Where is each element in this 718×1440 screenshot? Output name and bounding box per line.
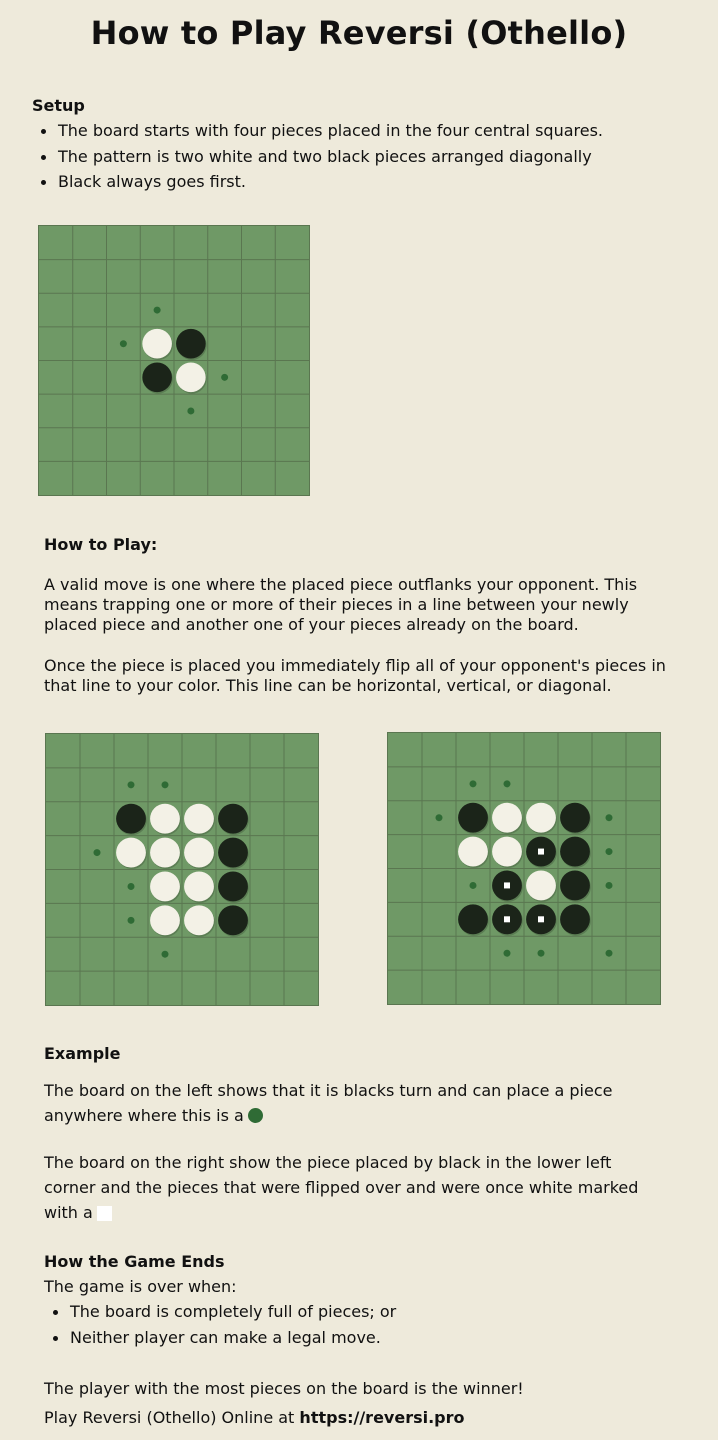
page-title: How to Play Reversi (Othello)	[90, 14, 628, 52]
left-example-board	[45, 733, 319, 1006]
valid-move-dot	[187, 407, 194, 414]
setup-heading: Setup	[32, 96, 85, 115]
setup-board-svg	[39, 226, 309, 495]
white-piece	[458, 837, 488, 867]
flipped-marker	[538, 916, 544, 922]
valid-move-dot	[606, 814, 613, 821]
valid-move-dot	[606, 848, 613, 855]
valid-move-dot	[504, 950, 511, 957]
white-piece	[142, 329, 172, 359]
white-piece	[184, 804, 214, 834]
game-ends-list	[44, 1299, 684, 1350]
black-piece	[218, 905, 248, 935]
black-piece	[560, 803, 590, 833]
valid-move-dot	[538, 950, 545, 957]
setup-list	[32, 118, 692, 195]
how-to-play-para1: A valid move is one where the placed piece outflanks your opponent. This means trapping one or more of their pieces in a line between your newly placed piece and another one of your pieces already on the board.	[44, 575, 638, 634]
setup-bullet: The pattern is two white and two black pieces arranged diagonally	[32, 144, 692, 170]
white-piece	[116, 838, 146, 868]
valid-move-dot-icon	[248, 1108, 263, 1123]
white-piece	[184, 838, 214, 868]
valid-move-dot	[470, 780, 477, 787]
example-para2	[44, 1150, 664, 1225]
play-online-line	[44, 1408, 465, 1428]
valid-move-dot	[606, 882, 613, 889]
white-piece	[150, 804, 180, 834]
game-ends-bullet: Neither player can make a legal move.	[44, 1325, 684, 1351]
game-ends-heading: How the Game Ends	[44, 1252, 225, 1271]
valid-move-dot	[470, 882, 477, 889]
white-piece	[184, 872, 214, 902]
white-piece	[150, 905, 180, 935]
black-piece	[458, 904, 488, 934]
valid-move-dot	[94, 849, 101, 856]
flipped-marker	[504, 882, 510, 888]
valid-move-dot	[504, 780, 511, 787]
right-example-board	[387, 732, 661, 1005]
example-heading: Example	[44, 1044, 121, 1063]
valid-move-dot	[120, 340, 127, 347]
valid-move-dot	[606, 950, 613, 957]
winner-text: The player with the most pieces on the board is the winner!	[44, 1379, 524, 1398]
black-piece	[560, 904, 590, 934]
black-piece	[142, 363, 172, 393]
flipped-marker	[538, 849, 544, 855]
setup-board	[38, 225, 310, 496]
white-piece	[526, 803, 556, 833]
white-piece	[150, 838, 180, 868]
example-para1	[44, 1078, 664, 1128]
how-to-play-heading: How to Play:	[44, 535, 158, 554]
white-piece	[526, 871, 556, 901]
play-online-prefix: Play Reversi (Othello) Online at	[44, 1408, 295, 1427]
game-ends-bullet: The board is completely full of pieces; or	[44, 1299, 684, 1325]
valid-move-dot	[436, 814, 443, 821]
black-piece	[116, 804, 146, 834]
white-piece	[176, 363, 206, 393]
white-piece	[150, 872, 180, 902]
valid-move-dot	[128, 917, 135, 924]
black-piece	[218, 838, 248, 868]
setup-bullet: Black always goes first.	[32, 169, 692, 195]
black-piece	[458, 803, 488, 833]
black-piece	[218, 872, 248, 902]
black-piece	[176, 329, 206, 359]
valid-move-dot	[128, 883, 135, 890]
valid-move-dot	[162, 781, 169, 788]
valid-move-dot	[162, 951, 169, 958]
right-board-svg	[388, 733, 660, 1004]
white-piece	[492, 837, 522, 867]
setup-bullet: The board starts with four pieces placed in the four central squares.	[32, 118, 692, 144]
example-para1-text: The board on the left shows that it is blacks turn and can place a piece anywhere where this is a	[44, 1081, 613, 1125]
white-piece	[184, 905, 214, 935]
example-para2-text: The board on the right show the piece placed by black in the lower left corner and the pieces that were flipped over and were once white marked with a	[44, 1153, 639, 1222]
flipped-marker-icon	[97, 1206, 112, 1221]
white-piece	[492, 803, 522, 833]
flipped-marker	[504, 916, 510, 922]
how-to-play-para2: Once the piece is placed you immediately flip all of your opponent's pieces in that line to your color. This line can be horizontal, vertical, or diagonal.	[44, 656, 666, 695]
valid-move-dot	[154, 307, 161, 314]
valid-move-dot	[128, 781, 135, 788]
left-board-svg	[46, 734, 318, 1005]
black-piece	[560, 871, 590, 901]
black-piece	[560, 837, 590, 867]
valid-move-dot	[221, 374, 228, 381]
game-ends-intro: The game is over when:	[44, 1277, 237, 1296]
reversi-pro-link[interactable]: https://reversi.pro	[299, 1408, 465, 1427]
black-piece	[218, 804, 248, 834]
